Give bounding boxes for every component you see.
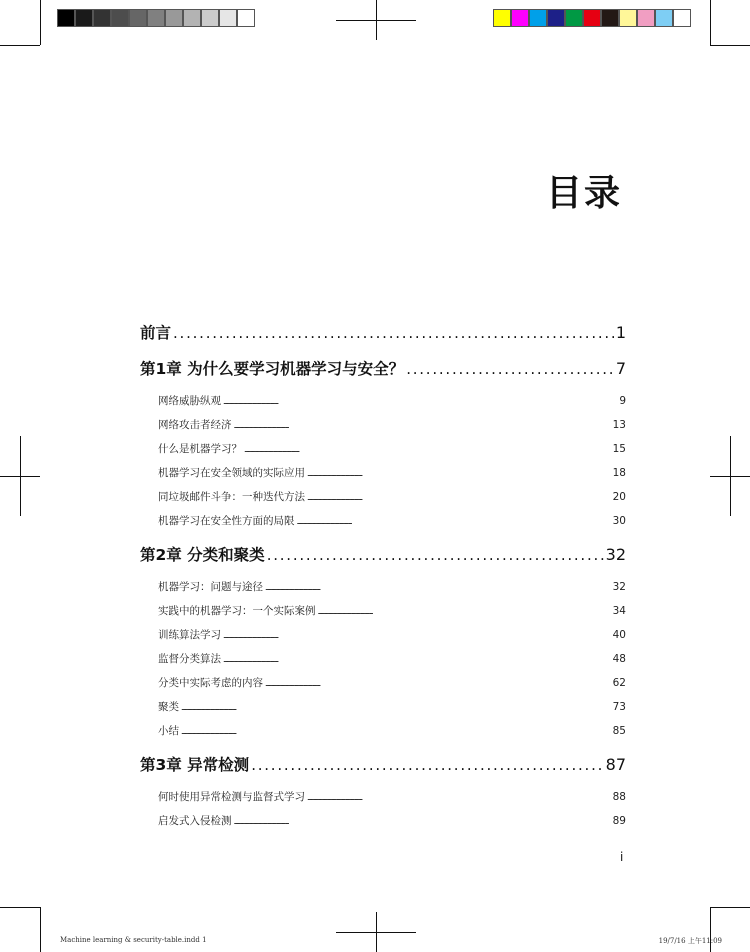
toc-entry-preface[interactable] bbox=[140, 318, 626, 354]
toc-entry-label: 第3章 异常检测 bbox=[140, 756, 250, 774]
color-swatch bbox=[529, 9, 547, 27]
toc-entry-label: 机器学习：问题与途径 bbox=[158, 581, 263, 593]
toc-entry-label: 何时使用异常检测与监督式学习 bbox=[158, 791, 305, 803]
toc-entry-section[interactable] bbox=[158, 462, 626, 486]
toc-entry-page: 73 bbox=[612, 701, 626, 713]
toc-entry-label: 网络攻击者经济 bbox=[158, 419, 232, 431]
dot-leader bbox=[307, 463, 611, 485]
toc-entry-section[interactable] bbox=[158, 600, 626, 624]
dot-leader bbox=[223, 625, 611, 647]
toc-entry-section[interactable] bbox=[158, 438, 626, 462]
toc-entry-section[interactable] bbox=[158, 672, 626, 696]
color-swatch bbox=[237, 9, 255, 27]
dot-leader bbox=[297, 511, 611, 533]
dot-leader bbox=[267, 540, 604, 570]
toc-entry-page: 32 bbox=[605, 545, 626, 564]
toc-entry-page: 62 bbox=[612, 677, 626, 689]
toc-entry-chapter-3[interactable] bbox=[140, 750, 626, 786]
color-calibration-bar bbox=[493, 9, 691, 27]
dot-leader bbox=[265, 673, 611, 695]
toc-entry-chapter-2[interactable] bbox=[140, 540, 626, 576]
toc-entry-section[interactable] bbox=[158, 510, 626, 534]
toc-entry-label: 第1章 为什么要学习机器学习与安全？ bbox=[140, 360, 405, 378]
toc-entry-section[interactable] bbox=[158, 648, 626, 672]
toc-entry-page: 18 bbox=[612, 467, 626, 479]
dot-leader bbox=[223, 649, 611, 671]
toc-entry-page: 20 bbox=[612, 491, 626, 503]
color-swatch bbox=[655, 9, 673, 27]
color-swatch bbox=[637, 9, 655, 27]
toc-entry-section[interactable] bbox=[158, 624, 626, 648]
dot-leader bbox=[181, 697, 611, 719]
color-swatch bbox=[57, 9, 75, 27]
toc-entry-label: 什么是机器学习？ bbox=[158, 443, 242, 455]
toc-entry-label: 监督分类算法 bbox=[158, 653, 221, 665]
toc-entry-page: 30 bbox=[612, 515, 626, 527]
dot-leader bbox=[265, 577, 611, 599]
toc-entry-label: 第2章 分类和聚类 bbox=[140, 546, 265, 564]
color-swatch bbox=[565, 9, 583, 27]
toc-entry-page: 15 bbox=[612, 443, 626, 455]
toc-entry-label: 同垃圾邮件斗争：一种迭代方法 bbox=[158, 491, 305, 503]
toc-entry-section[interactable] bbox=[158, 810, 626, 834]
color-swatch bbox=[111, 9, 129, 27]
dot-leader bbox=[406, 354, 614, 384]
color-swatch bbox=[511, 9, 529, 27]
dot-leader bbox=[251, 750, 603, 780]
color-swatch bbox=[75, 9, 93, 27]
color-swatch bbox=[601, 9, 619, 27]
toc-entry-page: 7 bbox=[615, 359, 626, 378]
slug-timestamp: 19/7/16 上午11:09 bbox=[658, 937, 722, 945]
color-swatch bbox=[219, 9, 237, 27]
dot-leader bbox=[234, 811, 611, 833]
toc-entry-label: 分类中实际考虑的内容 bbox=[158, 677, 263, 689]
toc-entry-label: 实践中的机器学习：一个实际案例 bbox=[158, 605, 316, 617]
color-swatch bbox=[129, 9, 147, 27]
color-swatch bbox=[201, 9, 219, 27]
toc-entry-page: 89 bbox=[612, 815, 626, 827]
toc-entry-section[interactable] bbox=[158, 414, 626, 438]
color-swatch bbox=[673, 9, 691, 27]
dot-leader bbox=[234, 415, 611, 437]
toc-entry-section[interactable] bbox=[158, 696, 626, 720]
gray-scale-bar bbox=[57, 9, 255, 27]
toc-entry-page: 88 bbox=[612, 791, 626, 803]
color-swatch bbox=[547, 9, 565, 27]
color-swatch bbox=[493, 9, 511, 27]
toc-entry-label: 小结 bbox=[158, 725, 179, 737]
toc-entry-chapter-1[interactable] bbox=[140, 354, 626, 390]
color-swatch bbox=[165, 9, 183, 27]
toc-entry-section[interactable] bbox=[158, 786, 626, 810]
toc-entry-label: 机器学习在安全领域的实际应用 bbox=[158, 467, 305, 479]
dot-leader bbox=[318, 601, 611, 623]
color-swatch bbox=[583, 9, 601, 27]
color-swatch bbox=[619, 9, 637, 27]
page-number: i bbox=[620, 850, 624, 864]
table-of-contents bbox=[140, 318, 626, 834]
dot-leader bbox=[181, 721, 611, 743]
toc-entry-section[interactable] bbox=[158, 390, 626, 414]
toc-entry-section[interactable] bbox=[158, 720, 626, 744]
toc-entry-page: 9 bbox=[619, 395, 626, 407]
toc-entry-label: 前言 bbox=[140, 324, 172, 342]
toc-entry-page: 1 bbox=[615, 323, 626, 342]
toc-entry-label: 聚类 bbox=[158, 701, 179, 713]
dot-leader bbox=[307, 487, 611, 509]
toc-entry-section[interactable] bbox=[158, 486, 626, 510]
dot-leader bbox=[173, 318, 614, 348]
toc-entry-page: 85 bbox=[612, 725, 626, 737]
color-swatch bbox=[183, 9, 201, 27]
toc-entry-page: 87 bbox=[605, 755, 626, 774]
toc-entry-page: 32 bbox=[612, 581, 626, 593]
toc-entry-page: 48 bbox=[612, 653, 626, 665]
toc-entry-label: 启发式入侵检测 bbox=[158, 815, 232, 827]
dot-leader bbox=[307, 787, 611, 809]
toc-entry-page: 40 bbox=[612, 629, 626, 641]
color-swatch bbox=[93, 9, 111, 27]
dot-leader bbox=[223, 391, 617, 413]
toc-entry-section[interactable] bbox=[158, 576, 626, 600]
page-title: 目录 bbox=[545, 173, 622, 214]
dot-leader bbox=[244, 439, 611, 461]
toc-entry-label: 网络威胁纵观 bbox=[158, 395, 221, 407]
toc-entry-page: 34 bbox=[612, 605, 626, 617]
toc-entry-page: 13 bbox=[612, 419, 626, 431]
toc-entry-label: 训练算法学习 bbox=[158, 629, 221, 641]
color-swatch bbox=[147, 9, 165, 27]
toc-entry-label: 机器学习在安全性方面的局限 bbox=[158, 515, 295, 527]
slug-filename: Machine learning & security-table.indd 1 bbox=[60, 936, 207, 944]
